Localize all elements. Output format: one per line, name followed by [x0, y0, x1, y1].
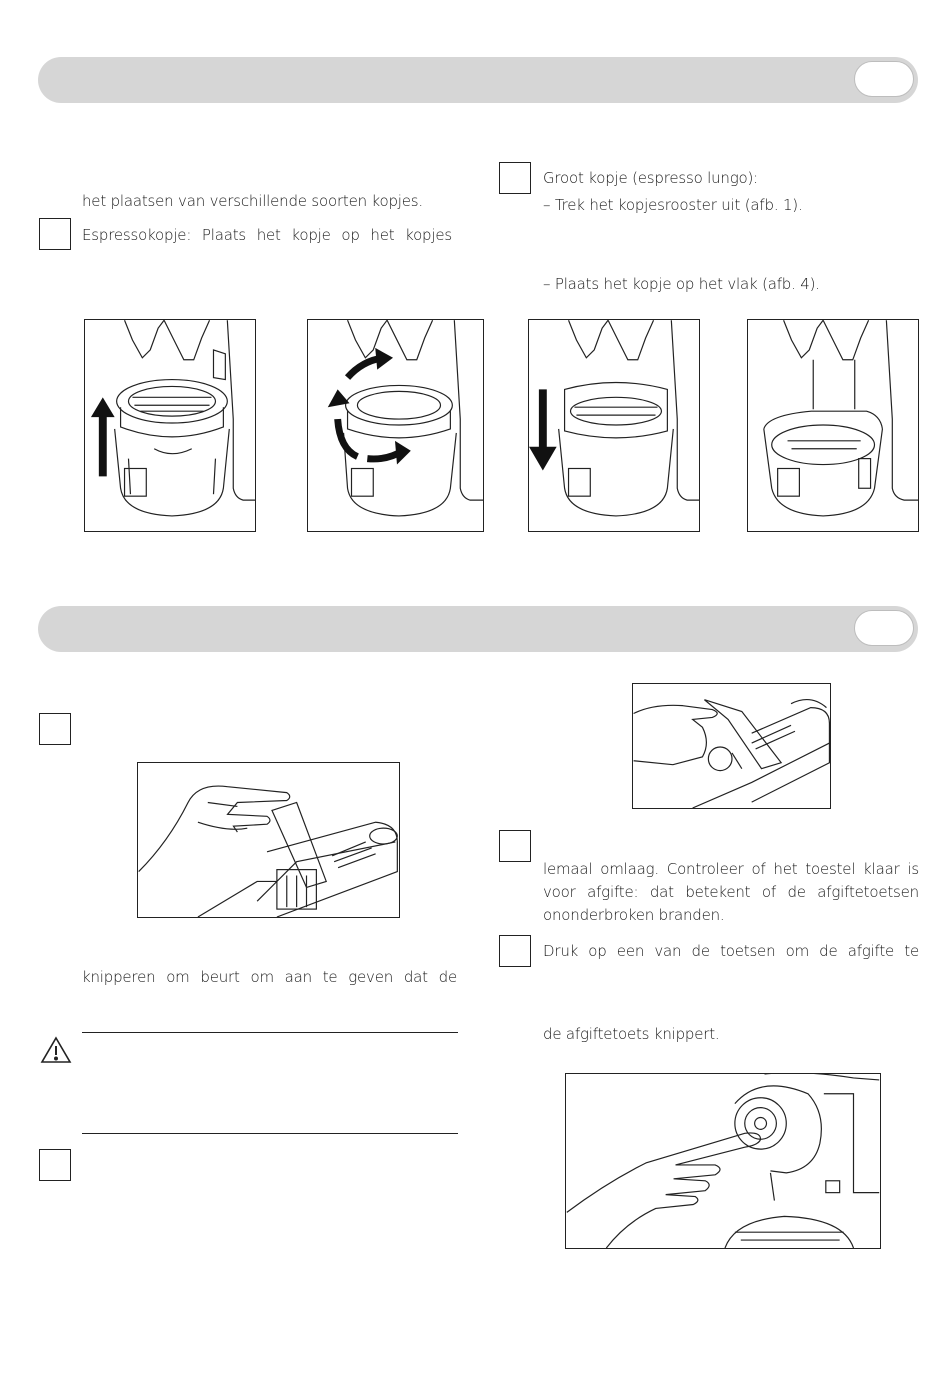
- step-checkbox: [39, 1149, 71, 1181]
- step-checkbox: [499, 935, 531, 967]
- lever-text-line1: lemaal omlaag. Controleer of het toestel klaar is: [543, 860, 919, 878]
- lever-text-line2: voor afgifte: dat betekent of de afgiftetoetsen: [543, 883, 919, 901]
- fig-4-tray-lowered: [747, 319, 919, 532]
- press-button-text: Druk op een van de toetsen om de afgifte te: [543, 942, 919, 960]
- step-checkbox: [39, 218, 71, 250]
- warning-top-rule: [82, 1032, 458, 1033]
- blinking-text: knipperen om beurt om aan te geven dat de: [82, 968, 457, 986]
- place-cup-step: – Plaats het kopje op het vlak (afb. 4).: [543, 275, 820, 293]
- warning-triangle-icon: [40, 1036, 72, 1064]
- page-number-pill: [854, 61, 914, 97]
- intro-text: het plaatsen van verschillende soorten kopjes.: [82, 192, 423, 210]
- espresso-cup-step: Espressokopje: Plaats het kopje op het kopjes: [82, 226, 452, 244]
- step-checkbox: [499, 162, 531, 194]
- lever-text-line3: ononderbroken branden.: [543, 906, 725, 924]
- fig-2-rotate-tray: [307, 319, 484, 532]
- step-checkbox: [39, 713, 71, 745]
- large-cup-title: Groot kopje (espresso lungo):: [543, 169, 759, 187]
- section-header-band: [38, 57, 918, 103]
- fig-3-lower-tray: [528, 319, 700, 532]
- fig-press-dispense-button: [565, 1073, 881, 1249]
- pull-out-tray-step: – Trek het kopjesrooster uit (afb. 1).: [543, 196, 803, 214]
- fig-insert-capsule: [632, 683, 831, 809]
- step-checkbox: [499, 830, 531, 862]
- fig-1-lift-tray: [84, 319, 256, 532]
- button-blinks-text: de afgiftetoets knippert.: [543, 1025, 720, 1043]
- warning-bottom-rule: [82, 1133, 458, 1134]
- page-number-pill: [854, 610, 914, 646]
- fig-open-lever: [137, 762, 400, 918]
- section-header-band: [38, 606, 918, 652]
